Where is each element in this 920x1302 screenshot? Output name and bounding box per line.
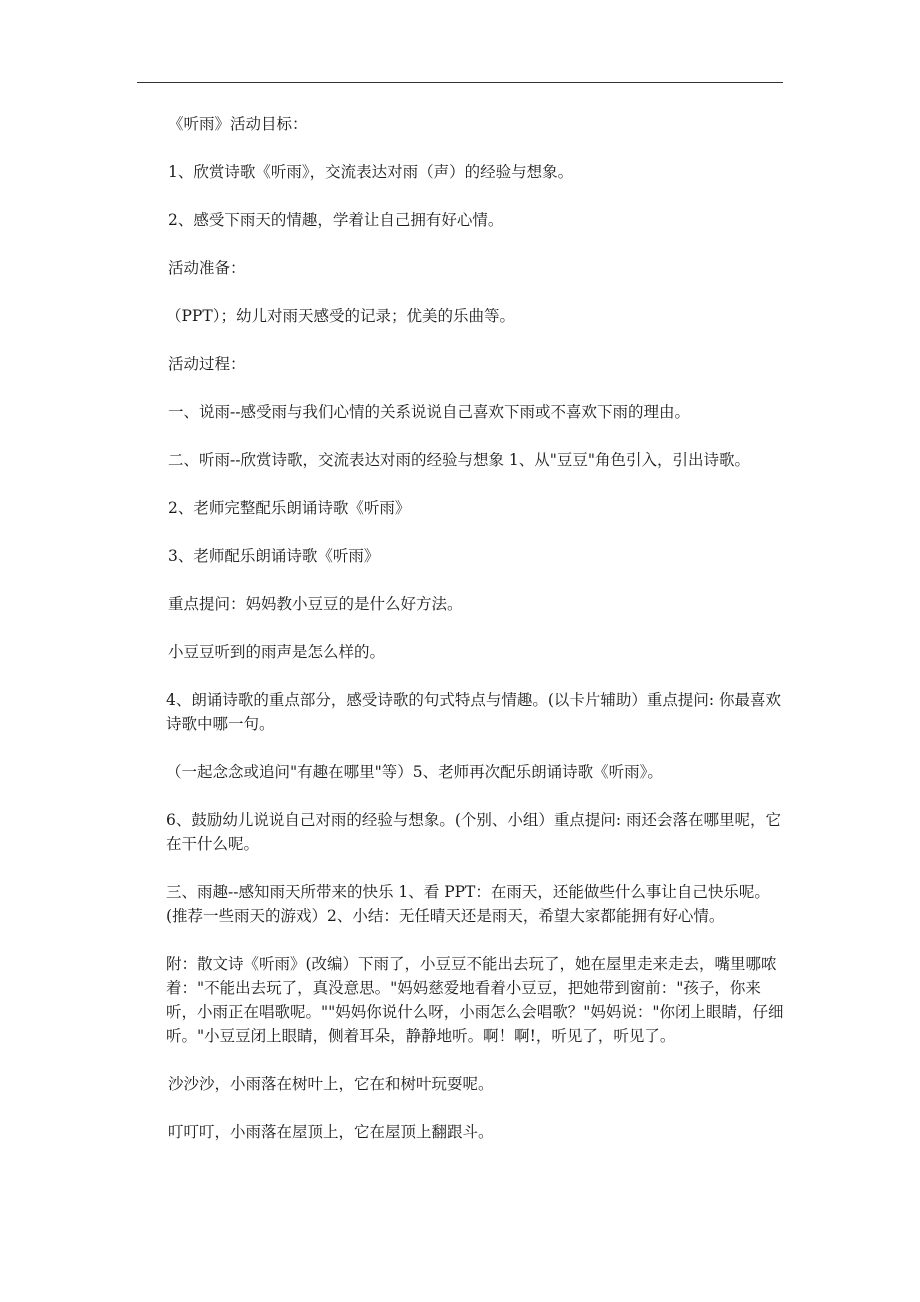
process-step-3: 三、雨趣--感知雨天所带来的快乐 1、看 PPT：在雨天，还能做些什么事让自己快乐呢。(推荐一些雨天的游戏）2、小结：无任晴天还是雨天，希望大家都能拥有好心情。 bbox=[166, 883, 770, 925]
process-substep-4: 4、朗诵诗歌的重点部分，感受诗歌的句式特点与情趣。(以卡片辅助）重点提问: 你最喜欢诗歌中哪一句。 bbox=[166, 691, 782, 733]
goal-item-1: 1、欣赏诗歌《听雨》，交流表达对雨（声）的经验与想象。 bbox=[168, 163, 574, 181]
poem-line-2: 叮叮叮，小雨落在屋顶上，它在屋顶上翻跟斗。 bbox=[168, 1123, 494, 1141]
process-substep-6: 6、鼓励幼儿说说自己对雨的经验与想象。(个别、小组）重点提问: 雨还会落在哪里呢，它在干什么呢。 bbox=[166, 811, 782, 853]
process-step-2: 二、听雨--欣赏诗歌，交流表达对雨的经验与想象 1、从"豆豆"角色引入，引出诗歌。 bbox=[168, 451, 751, 469]
header-rule bbox=[137, 82, 783, 83]
document-body bbox=[168, 112, 788, 1168]
section-heading-preparation: 活动准备： bbox=[168, 259, 246, 277]
appendix-poem: 附：散文诗《听雨》(改编）下雨了，小豆豆不能出去玩了，她在屋里走来走去，嘴里哪哝着："不能出去玩了，真没意思。"妈妈慈爱地看着小豆豆，把她带到窗前："孩子，你来听，小雨正在唱歌呢。""妈妈你说什么呀，小雨怎么会唱歌？"妈妈说："你闭上眼睛，仔细听。"小豆豆闭上眼睛，侧着耳朵，静静地听。啊！啊!，听见了，听见了。 bbox=[166, 955, 784, 1045]
poem-line-1: 沙沙沙，小雨落在树叶上，它在和树叶玩耍呢。 bbox=[168, 1075, 494, 1093]
process-substep-3: 3、老师配乐朗诵诗歌《听雨》 bbox=[168, 547, 380, 565]
process-step-1: 一、说雨--感受雨与我们心情的关系说说自己喜欢下雨或不喜欢下雨的理由。 bbox=[168, 403, 690, 421]
goal-item-2: 2、感受下雨天的情趣，学着让自己拥有好心情。 bbox=[168, 211, 504, 229]
key-question-2: 小豆豆听到的雨声是怎么样的。 bbox=[168, 643, 386, 661]
process-substep-2: 2、老师完整配乐朗诵诗歌《听雨》 bbox=[168, 499, 411, 517]
section-heading-process: 活动过程： bbox=[168, 355, 246, 373]
key-question-1: 重点提问：妈妈教小豆豆的是什么好方法。 bbox=[168, 595, 463, 613]
preparation-text: （PPT）；幼儿对雨天感受的记录；优美的乐曲等。 bbox=[166, 307, 515, 325]
section-heading-goals: 《听雨》活动目标： bbox=[168, 115, 308, 133]
process-substep-5: （一起念念或追问"有趣在哪里"等）5、老师再次配乐朗诵诗歌《听雨》。 bbox=[166, 763, 663, 781]
